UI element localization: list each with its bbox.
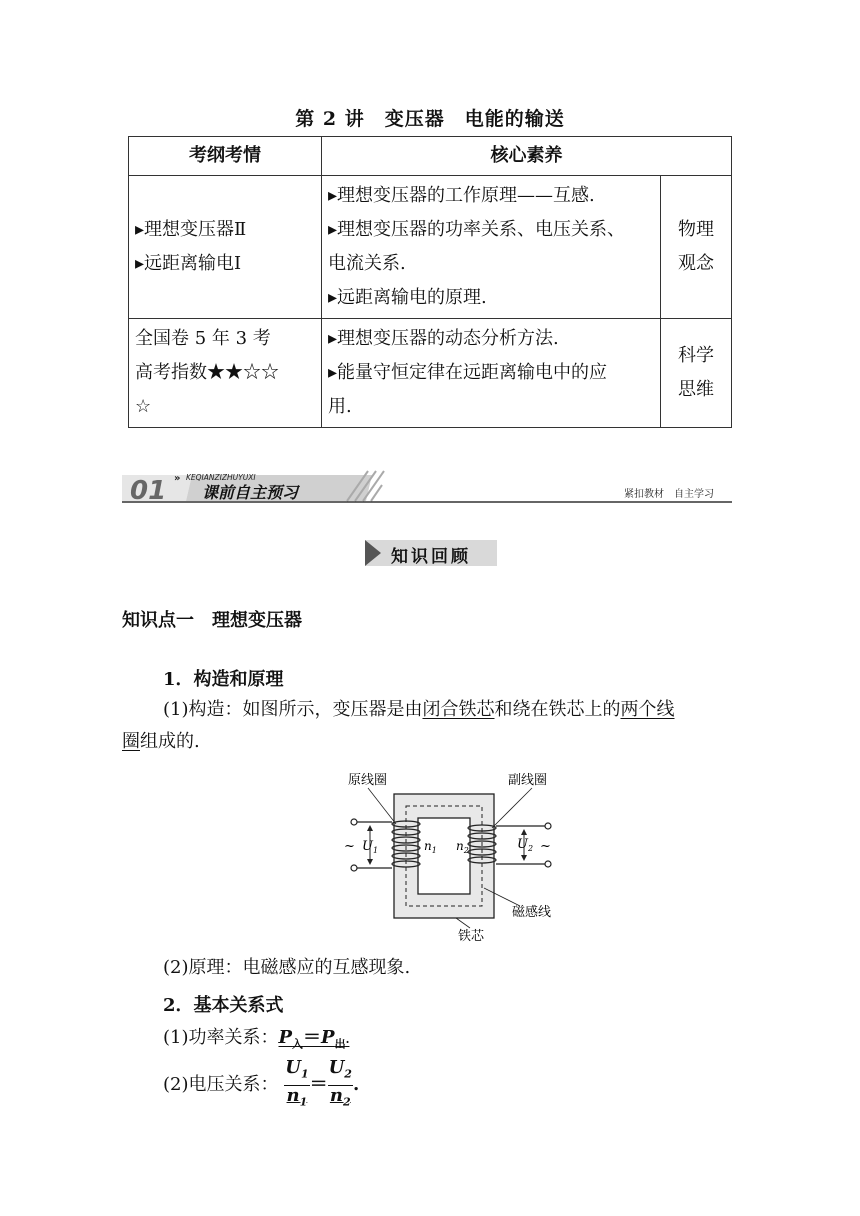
item2-heading: 2．基本关系式 [163,995,284,1016]
banner-chevrons: » [174,473,181,484]
cell-line: ▸能量守恒定律在远距离输电中的应 [328,362,608,383]
power-prefix: (1)功率关系： [163,1027,279,1048]
voltage-fraction-2: $\frac{U_2}{n_2}$ [328,1057,352,1109]
magnetic-lines-label: 磁感线 [512,905,552,920]
knowledge-point-heading: 知识点一 理想变压器 [122,610,302,631]
syllabus-table [128,136,732,428]
table-row [129,176,732,319]
equals-sign: ＝ [309,1074,328,1096]
banner-number: 01 [130,476,167,505]
underlined-coil-end: 圈 [122,731,140,752]
cell-line: ▸理想变压器的工作原理——互感. [328,185,595,206]
tilde-right: ~ [540,839,551,854]
banner-pinyin: KEQIANZIZHUYUXI [186,473,256,482]
voltage-fraction-1: $\frac{U_1}{n_1}$ [285,1057,309,1109]
construction-prefix: (1)构造：如图所示，变压器是由 [163,699,423,720]
row2-category-cell [661,319,732,428]
n1-label: $n_1$ [424,839,437,855]
U1-label: $U_1$ [362,839,379,855]
cell-line: 全国卷 5 年 3 考 [135,328,271,349]
cell-line: 思维 [678,379,714,400]
cell-line: ▸远距离输电Ⅰ [135,253,242,274]
table-row [129,319,732,428]
cell-line: 用. [328,396,352,417]
principle-text: (2)原理：电磁感应的互感现象. [163,957,411,978]
power-relation [163,1022,349,1061]
knowledge-review-box [365,540,497,566]
U2-label: $U_2$ [517,837,534,853]
construction-line2 [122,726,200,758]
header-exam-outline: 考纲考情 [129,137,322,176]
banner-title: 课前自主预习 [202,483,299,502]
row2-literacy-cell [322,319,661,428]
construction-mid: 和绕在铁芯上的 [494,699,621,720]
cell-line: 电流关系. [328,253,406,274]
lesson-title: 第 2 讲 变压器 电能的输送 [295,108,565,130]
construction-line1 [163,694,743,726]
table-header-row [129,137,732,176]
row2-outline-cell [129,319,322,428]
voltage-end: . [352,1074,360,1096]
cell-line: ▸理想变压器的动态分析方法. [328,328,559,349]
section-banner [122,467,732,505]
header-core-literacy: 核心素养 [322,137,732,176]
cell-line: 科学 [678,345,714,366]
cell-line: ☆ [135,396,152,417]
voltage-relation [163,1058,359,1112]
cell-line: 高考指数★★☆☆ [135,362,279,383]
underlined-closed-core: 闭合铁芯 [422,699,495,720]
iron-core-label: 铁芯 [458,929,485,944]
secondary-coil-label: 副线圈 [508,773,548,788]
cell-line: ▸理想变压器的功率关系、电压关系、 [328,219,626,240]
cell-line: ▸理想变压器Ⅱ [135,219,247,240]
underlined-two-coils: 两个线 [620,699,675,720]
item1-heading: 1．构造和原理 [163,669,284,690]
transformer-diagram [336,768,566,948]
construction-suffix: 组成的. [140,731,200,752]
triangle-arrow-icon [365,540,381,566]
power-formula: $P_入=P_出$. [278,1027,350,1051]
primary-coil-label: 原线圈 [348,773,388,788]
cell-line: 观念 [678,253,714,274]
row1-outline-cell [129,176,322,319]
tilde-left: ~ [344,839,355,854]
row1-literacy-cell [322,176,661,319]
n2-label: $n_2$ [456,839,469,855]
cell-line: 物理 [678,219,714,240]
banner-right-text: 紧扣教材 自主学习 [624,489,714,500]
voltage-prefix: (2)电压关系： [163,1074,279,1096]
knowledge-review-label: 知识回顾 [391,547,471,567]
row1-category-cell [661,176,732,319]
cell-line: ▸远距离输电的原理. [328,287,487,308]
